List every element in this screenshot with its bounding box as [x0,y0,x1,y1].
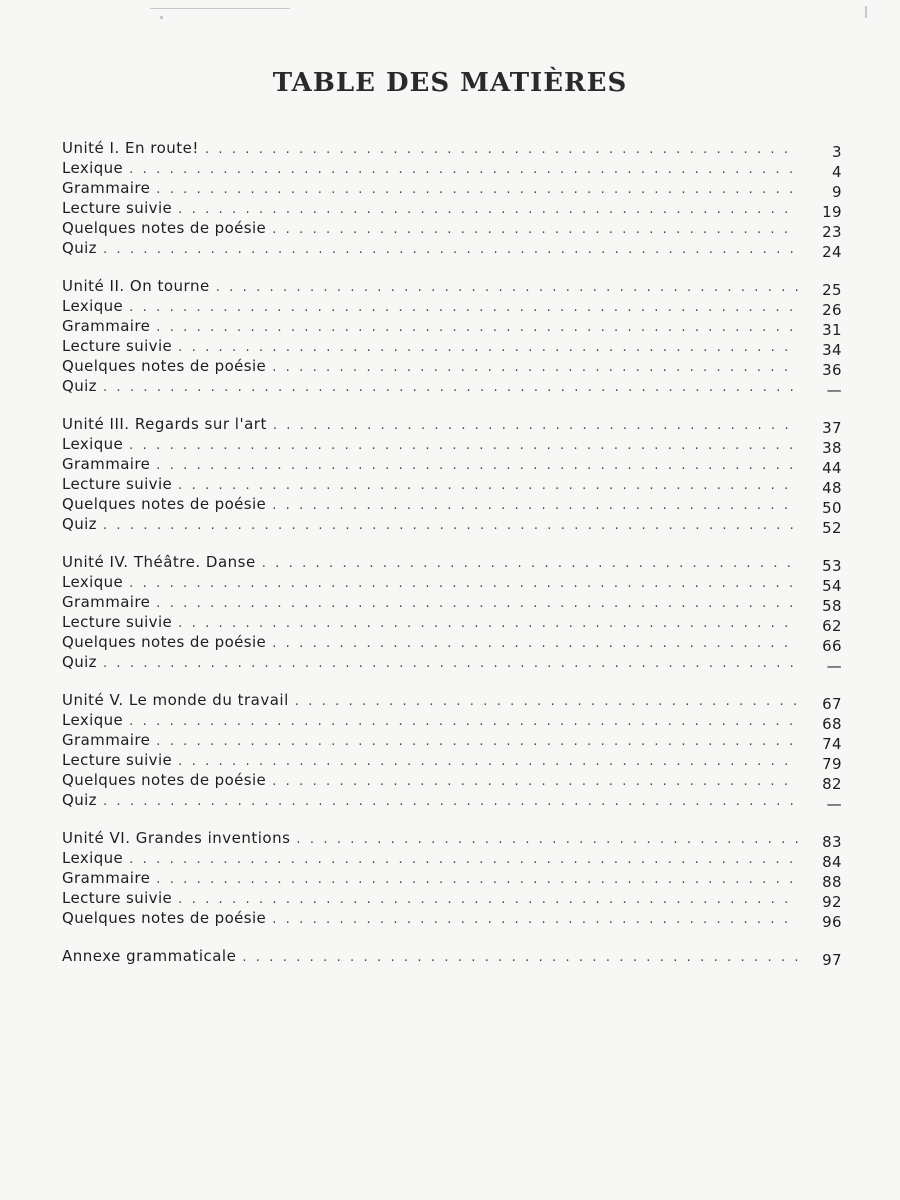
dot-leader [129,574,798,594]
toc-page-number: 66 [822,637,842,655]
dot-leader [272,634,798,654]
toc-entry [62,474,842,497]
toc-page-number: — [826,657,842,675]
toc-entry-label: Lexique [62,711,124,729]
toc-entry [62,218,842,241]
toc-entry [62,238,842,261]
scan-mark [150,8,290,9]
toc-page-number: 31 [822,321,842,339]
toc-entry-label: Unité V. Le monde du travail [62,691,289,709]
toc-entry-label: Lecture suivie [62,337,173,355]
page-title: TABLE DES MATIÈRES [272,68,628,98]
toc-page-number: 9 [832,183,842,201]
toc-page-number: 25 [822,281,842,299]
toc-page-number: 23 [822,223,842,241]
toc-entry [62,652,842,675]
dot-leader [272,496,798,516]
toc-page-number: 83 [822,833,842,851]
toc-entry [62,434,842,457]
toc-page-number: 68 [822,715,842,733]
dot-leader [156,594,798,614]
toc-entry [62,750,842,773]
toc-entry-label: Lexique [62,297,124,315]
dot-leader [156,318,798,338]
toc-entry [62,790,842,813]
table-of-contents [62,138,842,969]
dot-leader [272,358,798,378]
toc-entry [62,888,842,911]
toc-page-number: — [826,381,842,399]
dot-leader [103,792,798,812]
toc-page-number: 79 [822,755,842,773]
toc-entry-label: Lecture suivie [62,199,173,217]
dot-leader [273,416,798,436]
toc-entry-label: Lecture suivie [62,613,173,631]
dot-leader [242,948,798,968]
toc-entry-label: Quelques notes de poésie [62,909,267,927]
toc-entry [62,908,842,931]
toc-page-number: 34 [822,341,842,359]
toc-page-number: 37 [822,419,842,437]
dot-leader [295,692,798,712]
toc-entry [62,316,842,339]
dot-leader [272,910,798,930]
toc-entry [62,612,842,635]
toc-entry-label: Lexique [62,849,124,867]
toc-entry [62,572,842,595]
dot-leader [129,712,798,732]
dot-leader [103,240,798,260]
toc-entry-label: Grammaire [62,869,151,887]
toc-entry-label: Grammaire [62,317,151,335]
toc-page-number: 54 [822,577,842,595]
dot-leader [129,850,798,870]
toc-page-number: 88 [822,873,842,891]
toc-entry-label: Grammaire [62,593,151,611]
toc-entry [62,868,842,891]
toc-unit-block [62,138,842,261]
dot-leader [178,890,798,910]
toc-page-number: 52 [822,519,842,537]
toc-unit-block [62,690,842,813]
toc-page-number: 38 [822,439,842,457]
toc-entry-label: Quiz [62,377,97,395]
toc-entry-label: Unité III. Regards sur l'art [62,415,267,433]
toc-page-number: 36 [822,361,842,379]
toc-unit-block [62,828,842,931]
dot-leader [103,654,798,674]
dot-leader [272,772,798,792]
toc-page-number: 26 [822,301,842,319]
dot-leader [178,338,798,358]
toc-unit-heading [62,552,842,575]
toc-entry-label: Quelques notes de poésie [62,219,267,237]
toc-page-number: 53 [822,557,842,575]
toc-unit-heading [62,138,842,161]
dot-leader [103,516,798,536]
scan-mark [865,6,867,18]
toc-page-number: — [826,795,842,813]
toc-entry-label: Quiz [62,791,97,809]
toc-page-number: 4 [832,163,842,181]
toc-entry-label: Unité II. On tourne [62,277,210,295]
toc-entry-label: Grammaire [62,179,151,197]
toc-entry-label: Grammaire [62,455,151,473]
toc-entry [62,632,842,655]
toc-entry-label: Lexique [62,159,124,177]
dot-leader [129,436,798,456]
toc-entry [62,454,842,477]
dot-leader [296,830,798,850]
toc-entry-label: Annexe grammaticale [62,947,237,965]
scan-mark [160,16,163,19]
toc-entry-label: Lexique [62,435,124,453]
toc-page-number: 92 [822,893,842,911]
toc-page-number: 84 [822,853,842,871]
toc-entry [62,730,842,753]
toc-unit-heading [62,414,842,437]
toc-entry [62,296,842,319]
toc-entry [62,158,842,181]
dot-leader [156,732,798,752]
dot-leader [272,220,798,240]
toc-page-number: 24 [822,243,842,261]
toc-unit-block [62,552,842,675]
toc-entry [62,770,842,793]
toc-entry-label: Lexique [62,573,124,591]
toc-unit-heading [62,690,842,713]
toc-entry [62,198,842,221]
toc-entry-label: Unité IV. Théâtre. Danse [62,553,256,571]
toc-unit-heading [62,276,842,299]
toc-entry-label: Quelques notes de poésie [62,495,267,513]
toc-unit-block [62,414,842,537]
toc-entry [62,848,842,871]
toc-entry-label: Unité VI. Grandes inventions [62,829,291,847]
toc-page-number: 74 [822,735,842,753]
toc-page-number: 67 [822,695,842,713]
dot-leader [178,614,798,634]
dot-leader [129,298,798,318]
dot-leader [216,278,798,298]
toc-entry-label: Quelques notes de poésie [62,633,267,651]
toc-page-number: 19 [822,203,842,221]
toc-entry-label: Unité I. En route! [62,139,199,157]
toc-page-number: 62 [822,617,842,635]
toc-entry [62,710,842,733]
toc-entry-label: Lecture suivie [62,475,173,493]
toc-entry [62,376,842,399]
toc-page-number: 48 [822,479,842,497]
toc-entry-label: Quelques notes de poésie [62,357,267,375]
toc-page-number: 50 [822,499,842,517]
toc-page-number: 3 [832,143,842,161]
toc-entry-label: Quiz [62,653,97,671]
dot-leader [205,140,798,160]
toc-entry [62,336,842,359]
toc-entry-label: Quiz [62,239,97,257]
toc-page-number: 96 [822,913,842,931]
toc-entry [62,494,842,517]
dot-leader [178,200,798,220]
toc-entry-label: Grammaire [62,731,151,749]
toc-entry-label: Lecture suivie [62,751,173,769]
toc-unit-heading [62,946,842,969]
toc-page-number: 82 [822,775,842,793]
toc-entry-label: Quiz [62,515,97,533]
toc-page-number: 44 [822,459,842,477]
dot-leader [262,554,798,574]
toc-unit-heading [62,828,842,851]
toc-entry [62,592,842,615]
toc-page-number: 97 [822,951,842,969]
dot-leader [178,476,798,496]
dot-leader [129,160,798,180]
dot-leader [156,870,798,890]
toc-entry-label: Quelques notes de poésie [62,771,267,789]
dot-leader [156,456,798,476]
toc-page-number: 58 [822,597,842,615]
toc-entry [62,356,842,379]
toc-entry [62,178,842,201]
toc-entry [62,514,842,537]
toc-annexe-block [62,946,842,969]
dot-leader [103,378,798,398]
dot-leader [178,752,798,772]
dot-leader [156,180,798,200]
toc-unit-block [62,276,842,399]
toc-entry-label: Lecture suivie [62,889,173,907]
